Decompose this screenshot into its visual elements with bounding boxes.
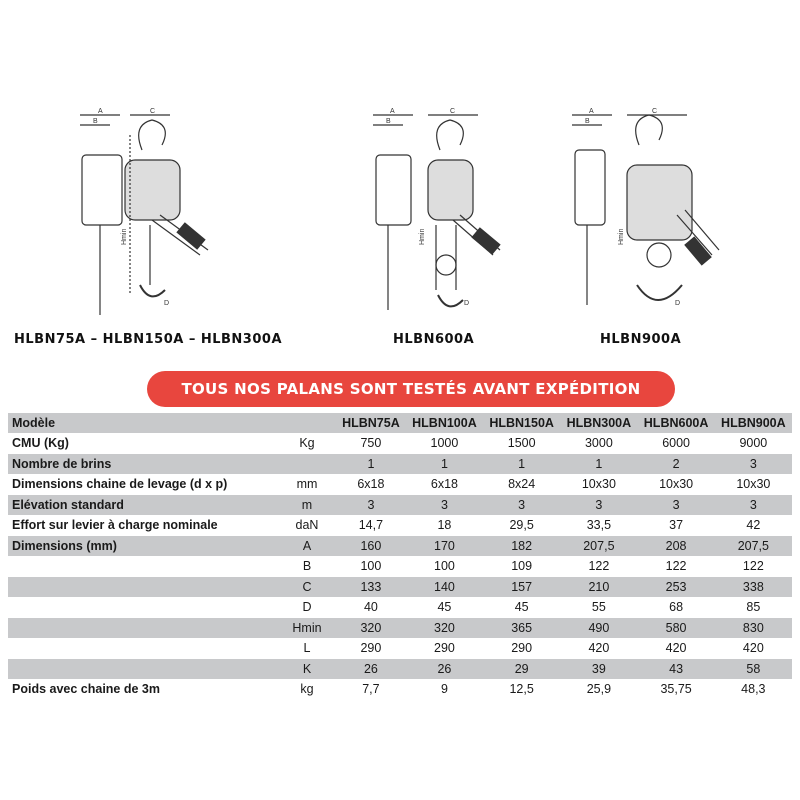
table-cell: 207,5 [715, 536, 792, 557]
row-label: Elévation standard [8, 495, 278, 516]
table-cell: 133 [336, 577, 406, 598]
table-cell: 160 [336, 536, 406, 557]
table-cell: 1000 [406, 433, 483, 454]
table-cell: 100 [406, 556, 483, 577]
row-unit: D [278, 597, 336, 618]
row-unit [278, 454, 336, 475]
table-cell: 140 [406, 577, 483, 598]
table-cell: 830 [715, 618, 792, 639]
svg-text:C: C [652, 108, 658, 115]
table-cell: 3 [336, 495, 406, 516]
spec-table [8, 413, 792, 700]
table-cell: 6x18 [336, 474, 406, 495]
svg-text:B: B [585, 118, 590, 125]
table-row [8, 597, 792, 618]
table-cell: 26 [406, 659, 483, 680]
table-row [8, 515, 792, 536]
row-label: Effort sur levier à charge nominale [8, 515, 278, 536]
table-cell: 182 [483, 536, 560, 557]
table-cell: 29 [483, 659, 560, 680]
header-label: Modèle [8, 413, 278, 433]
row-unit: C [278, 577, 336, 598]
svg-text:D: D [464, 300, 470, 307]
row-label [8, 556, 278, 577]
row-unit: K [278, 659, 336, 680]
table-cell: 2 [637, 454, 714, 475]
table-cell: 55 [560, 597, 637, 618]
svg-text:D: D [164, 300, 170, 307]
table-row [8, 577, 792, 598]
svg-text:Hmin: Hmin [618, 228, 625, 245]
row-label: Dimensions (mm) [8, 536, 278, 557]
table-cell: 14,7 [336, 515, 406, 536]
table-cell: 6000 [637, 433, 714, 454]
drawing-caption-group3: HLBN900A [600, 332, 682, 347]
svg-text:A: A [98, 108, 103, 115]
svg-text:B: B [93, 118, 98, 125]
table-cell: 45 [406, 597, 483, 618]
row-label [8, 597, 278, 618]
table-cell: 490 [560, 618, 637, 639]
table-cell: 42 [715, 515, 792, 536]
table-cell: 3 [715, 495, 792, 516]
svg-text:D: D [675, 300, 681, 307]
table-cell: 1 [483, 454, 560, 475]
row-label: CMU (Kg) [8, 433, 278, 454]
table-cell: 10x30 [715, 474, 792, 495]
table-cell: 320 [406, 618, 483, 639]
table-cell: 29,5 [483, 515, 560, 536]
header-model: HLBN150A [483, 413, 560, 433]
table-cell: 48,3 [715, 679, 792, 700]
table-cell: 6x18 [406, 474, 483, 495]
table-cell: 3 [406, 495, 483, 516]
svg-text:Hmin: Hmin [419, 228, 426, 245]
table-cell: 420 [715, 638, 792, 659]
table-row [8, 556, 792, 577]
hoist-drawing-hlbn600a [368, 105, 508, 320]
table-cell: 35,75 [637, 679, 714, 700]
lever-hoist-icon [368, 105, 508, 320]
table-cell: 253 [637, 577, 714, 598]
lever-hoist-icon [60, 105, 230, 320]
table-cell: 338 [715, 577, 792, 598]
drawing-caption-group1: HLBN75A – HLBN150A – HLBN300A [14, 332, 283, 347]
header-model: HLBN600A [637, 413, 714, 433]
table-cell: 10x30 [637, 474, 714, 495]
table-cell: 33,5 [560, 515, 637, 536]
row-unit: Kg [278, 433, 336, 454]
table-cell: 9 [406, 679, 483, 700]
tested-banner: TOUS NOS PALANS SONT TESTÉS AVANT EXPÉDITION [147, 371, 675, 407]
row-label [8, 659, 278, 680]
svg-text:C: C [150, 108, 156, 115]
table-cell: 45 [483, 597, 560, 618]
table-row [8, 433, 792, 454]
table-cell: 290 [336, 638, 406, 659]
header-unit [278, 413, 336, 433]
svg-text:Hmin: Hmin [121, 228, 128, 245]
table-row [8, 536, 792, 557]
table-cell: 122 [715, 556, 792, 577]
table-cell: 26 [336, 659, 406, 680]
table-row [8, 454, 792, 475]
table-cell: 207,5 [560, 536, 637, 557]
table-cell: 40 [336, 597, 406, 618]
header-model: HLBN900A [715, 413, 792, 433]
row-label [8, 618, 278, 639]
hoist-drawing-hlbn75a [60, 105, 230, 320]
svg-text:A: A [390, 108, 395, 115]
table-cell: 170 [406, 536, 483, 557]
table-cell: 8x24 [483, 474, 560, 495]
drawing-caption-group2: HLBN600A [393, 332, 475, 347]
row-unit: A [278, 536, 336, 557]
table-header-row [8, 413, 792, 433]
svg-text:A: A [589, 108, 594, 115]
table-cell: 210 [560, 577, 637, 598]
header-model: HLBN300A [560, 413, 637, 433]
table-cell: 7,7 [336, 679, 406, 700]
table-row [8, 638, 792, 659]
table-cell: 68 [637, 597, 714, 618]
table-cell: 1 [560, 454, 637, 475]
table-cell: 85 [715, 597, 792, 618]
table-cell: 122 [637, 556, 714, 577]
table-row [8, 659, 792, 680]
table-row [8, 495, 792, 516]
table-row [8, 474, 792, 495]
header-model: HLBN100A [406, 413, 483, 433]
table-cell: 580 [637, 618, 714, 639]
table-cell: 3 [637, 495, 714, 516]
table-cell: 43 [637, 659, 714, 680]
table-cell: 3 [560, 495, 637, 516]
table-cell: 290 [406, 638, 483, 659]
lever-hoist-icon [567, 105, 727, 320]
table-cell: 1 [406, 454, 483, 475]
row-unit: daN [278, 515, 336, 536]
table-cell: 420 [637, 638, 714, 659]
row-label: Nombre de brins [8, 454, 278, 475]
row-unit: m [278, 495, 336, 516]
table-cell: 365 [483, 618, 560, 639]
hoist-drawing-hlbn900a [567, 105, 727, 320]
table-cell: 1 [336, 454, 406, 475]
table-cell: 39 [560, 659, 637, 680]
table-cell: 290 [483, 638, 560, 659]
row-unit: L [278, 638, 336, 659]
row-label: Poids avec chaine de 3m [8, 679, 278, 700]
table-cell: 420 [560, 638, 637, 659]
row-unit: Hmin [278, 618, 336, 639]
table-cell: 12,5 [483, 679, 560, 700]
table-cell: 100 [336, 556, 406, 577]
table-cell: 320 [336, 618, 406, 639]
table-cell: 3000 [560, 433, 637, 454]
header-model: HLBN75A [336, 413, 406, 433]
table-cell: 3 [715, 454, 792, 475]
table-cell: 750 [336, 433, 406, 454]
table-cell: 37 [637, 515, 714, 536]
row-label [8, 638, 278, 659]
svg-text:B: B [386, 118, 391, 125]
table-cell: 122 [560, 556, 637, 577]
row-label: Dimensions chaine de levage (d x p) [8, 474, 278, 495]
table-row [8, 679, 792, 700]
table-cell: 58 [715, 659, 792, 680]
row-unit: kg [278, 679, 336, 700]
table-cell: 157 [483, 577, 560, 598]
table-cell: 9000 [715, 433, 792, 454]
table-row [8, 618, 792, 639]
row-unit: mm [278, 474, 336, 495]
table-cell: 25,9 [560, 679, 637, 700]
table-cell: 1500 [483, 433, 560, 454]
row-label [8, 577, 278, 598]
svg-text:C: C [450, 108, 456, 115]
table-cell: 18 [406, 515, 483, 536]
table-cell: 208 [637, 536, 714, 557]
table-cell: 109 [483, 556, 560, 577]
table-cell: 10x30 [560, 474, 637, 495]
row-unit: B [278, 556, 336, 577]
table-cell: 3 [483, 495, 560, 516]
